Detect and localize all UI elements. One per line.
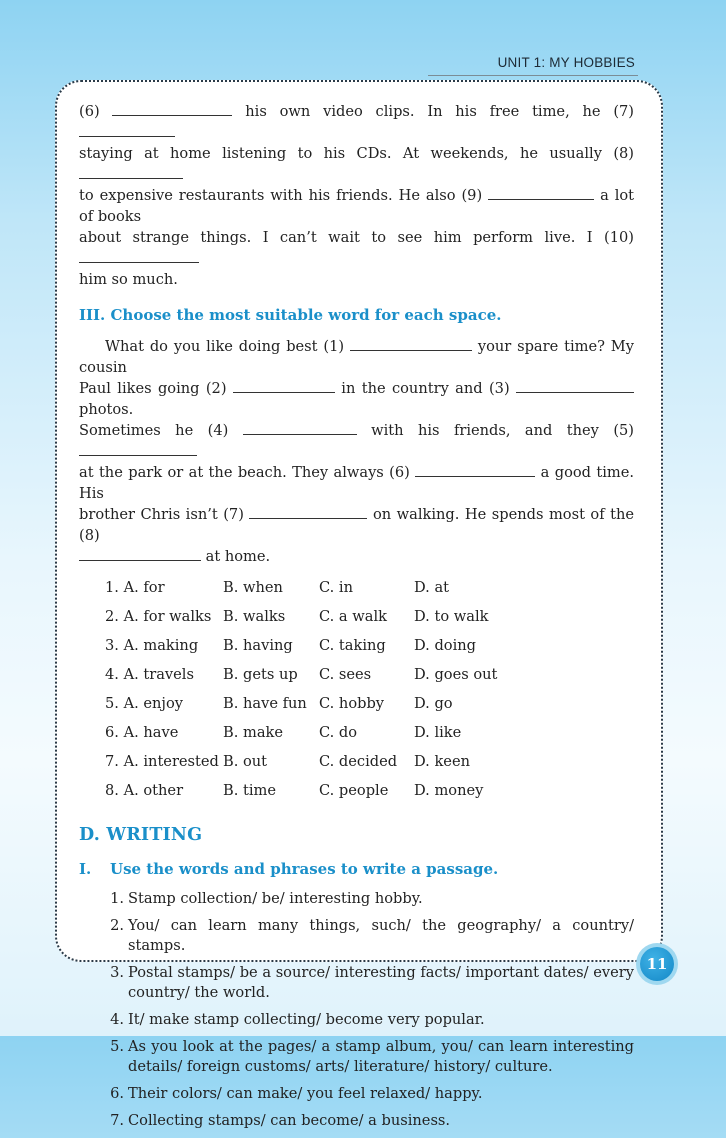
page-number-badge <box>636 943 678 985</box>
option-a[interactable]: 5. A. enjoy <box>105 695 183 712</box>
answer-blank[interactable] <box>249 504 367 519</box>
passage-text: on walking. He spends most of the (8) <box>79 506 635 544</box>
item-number: 3. <box>110 964 124 981</box>
option-a[interactable]: 8. A. other <box>105 782 184 799</box>
answer-blank[interactable] <box>243 420 357 435</box>
answer-blank[interactable] <box>488 185 594 200</box>
options-row <box>79 718 634 747</box>
answer-blank[interactable] <box>79 441 197 456</box>
options-table <box>79 573 634 805</box>
answer-blank[interactable] <box>79 122 175 137</box>
passage-text: about strange things. I can’t wait to see him perform live. I (10) <box>79 229 634 246</box>
item-number: 1. <box>110 890 124 907</box>
list-item <box>79 1111 634 1131</box>
option-d[interactable]: D. keen <box>414 753 470 770</box>
list-item <box>79 889 634 909</box>
passage-line <box>79 227 634 269</box>
option-b[interactable]: B. time <box>223 782 277 799</box>
option-d[interactable]: D. go <box>414 695 453 712</box>
option-c[interactable]: C. hobby <box>319 695 385 712</box>
option-d[interactable]: D. doing <box>414 637 476 654</box>
options-row <box>79 573 634 602</box>
passage-text: at home. <box>205 548 271 565</box>
passage-line <box>79 420 634 462</box>
passage-text: a lot of books <box>79 187 635 225</box>
item-text: Collecting stamps/ can become/ a business. <box>128 1112 451 1129</box>
passage-text: What do you like doing best (1) <box>105 338 345 355</box>
option-d[interactable]: D. to walk <box>414 608 489 625</box>
list-item <box>79 1037 634 1077</box>
item-number: 5. <box>110 1038 124 1055</box>
writing-section-title: D. WRITING <box>79 825 203 845</box>
item-text: You/ can learn many things, such/ the geography/ a country/ stamps. <box>128 917 634 954</box>
subsection-number: I. <box>79 860 92 878</box>
passage-line <box>79 269 634 290</box>
options-row <box>79 689 634 718</box>
answer-blank[interactable] <box>79 248 199 263</box>
item-number: 7. <box>110 1112 124 1129</box>
section-3-passage <box>79 336 634 567</box>
page-number: 11 <box>640 947 674 981</box>
option-c[interactable]: C. sees <box>319 666 372 683</box>
item-number: 2. <box>110 917 124 934</box>
option-d[interactable]: D. like <box>414 724 462 741</box>
option-a[interactable]: 6. A. have <box>105 724 179 741</box>
answer-blank[interactable] <box>79 546 201 561</box>
header-rule <box>428 75 638 76</box>
item-text: Postal stamps/ be a source/ interesting facts/ important dates/ every country/ the world. <box>128 964 634 1001</box>
passage-text: photos. <box>79 401 134 418</box>
options-row <box>79 747 634 776</box>
option-c[interactable]: C. in <box>319 579 353 596</box>
passage-line <box>79 101 634 143</box>
subsection-title: Use the words and phrases to write a passage. <box>110 860 499 878</box>
list-item <box>79 1084 634 1104</box>
list-item <box>79 963 634 1003</box>
option-a[interactable]: 1. A. for <box>105 579 165 596</box>
option-a[interactable]: 3. A. making <box>105 637 199 654</box>
option-b[interactable]: B. have fun <box>223 695 307 712</box>
passage-text: Paul likes going (2) <box>79 380 227 397</box>
list-item <box>79 1010 634 1030</box>
passage-text: (6) <box>79 103 100 120</box>
options-row <box>79 602 634 631</box>
option-b[interactable]: B. gets up <box>223 666 298 683</box>
option-d[interactable]: D. goes out <box>414 666 498 683</box>
passage-text: with his friends, and they (5) <box>371 422 635 439</box>
option-c[interactable]: C. taking <box>319 637 386 654</box>
passage-line <box>79 462 634 504</box>
option-b[interactable]: B. having <box>223 637 293 654</box>
answer-blank[interactable] <box>350 336 472 351</box>
passage-text: a good time. His <box>79 464 635 502</box>
item-text: It/ make stamp collecting/ become very popular. <box>128 1011 485 1028</box>
answer-blank[interactable] <box>79 164 183 179</box>
page-content <box>79 101 634 1138</box>
passage-text: in the country and (3) <box>341 380 510 397</box>
passage-text: him so much. <box>79 271 178 288</box>
unit-title: UNIT 1: MY HOBBIES <box>497 55 635 70</box>
option-d[interactable]: D. money <box>414 782 484 799</box>
passage-line <box>79 336 634 378</box>
list-item <box>79 916 634 956</box>
answer-blank[interactable] <box>415 462 535 477</box>
answer-blank[interactable] <box>112 101 232 116</box>
item-text: Stamp collection/ be/ interesting hobby. <box>128 890 423 907</box>
passage-line <box>79 504 634 546</box>
passage-text: Sometimes he (4) <box>79 422 229 439</box>
passage-line <box>79 143 634 185</box>
option-b[interactable]: B. walks <box>223 608 286 625</box>
option-d[interactable]: D. at <box>414 579 450 596</box>
option-b[interactable]: B. out <box>223 753 268 770</box>
option-c[interactable]: C. a walk <box>319 608 387 625</box>
passage-line <box>79 185 634 227</box>
writing-prompts-list <box>79 889 634 1131</box>
passage-text: to expensive restaurants with his friends. He also (9) <box>79 187 483 204</box>
passage-line <box>79 546 634 567</box>
options-row <box>79 776 634 805</box>
passage-text: at the park or at the beach. They always (6) <box>79 464 410 481</box>
passage-text: staying at home listening to his CDs. At weekends, he usually (8) <box>79 145 634 162</box>
option-b[interactable]: B. make <box>223 724 284 741</box>
option-a[interactable]: 2. A. for walks <box>105 608 212 625</box>
passage-line <box>79 378 634 420</box>
option-c[interactable]: C. decided <box>319 753 398 770</box>
item-number: 6. <box>110 1085 124 1102</box>
passage-text: brother Chris isn’t (7) <box>79 506 244 523</box>
answer-blank[interactable] <box>516 378 634 393</box>
option-c[interactable]: C. do <box>319 724 358 741</box>
option-c[interactable]: C. people <box>319 782 389 799</box>
option-b[interactable]: B. when <box>223 579 283 596</box>
item-text: As you look at the pages/ a stamp album, you/ can learn interesting details/ foreign customs/ arts/ literature/ history/ culture. <box>128 1038 634 1075</box>
answer-blank[interactable] <box>233 378 335 393</box>
passage-text: your spare time? My cousin <box>79 338 634 376</box>
option-a[interactable]: 4. A. travels <box>105 666 194 683</box>
section-3-title: III. Choose the most suitable word for each space. <box>79 306 502 324</box>
option-a[interactable]: 7. A. interested <box>105 753 219 770</box>
options-row <box>79 631 634 660</box>
writing-subsection-heading <box>79 859 634 880</box>
item-number: 4. <box>110 1011 124 1028</box>
passage-continued <box>79 101 634 290</box>
item-text: Their colors/ can make/ you feel relaxed/ happy. <box>128 1085 483 1102</box>
passage-text: his own video clips. In his free time, he (7) <box>245 103 634 120</box>
options-row <box>79 660 634 689</box>
